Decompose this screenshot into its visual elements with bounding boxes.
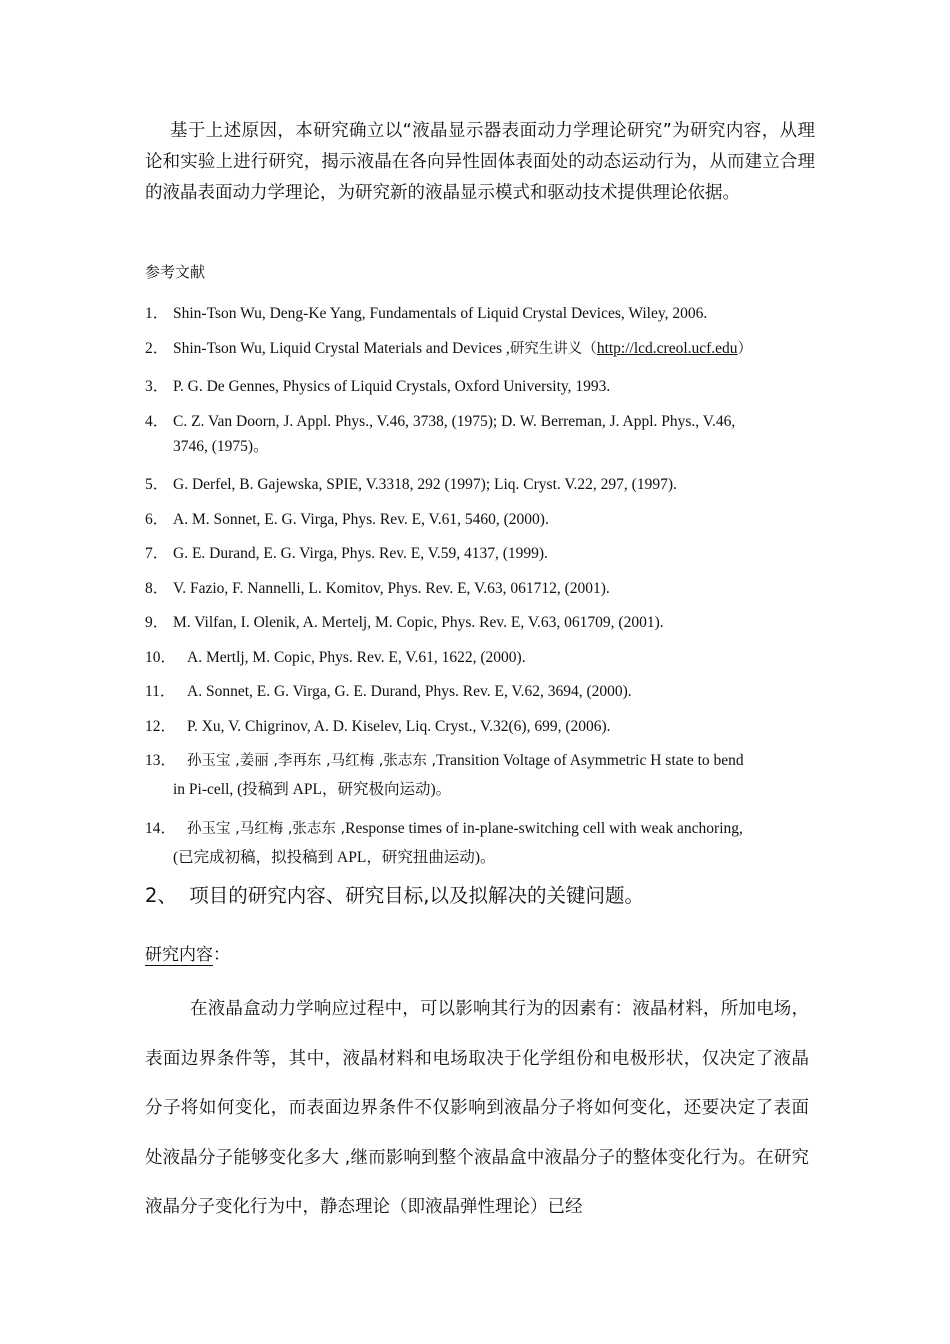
reference-item-5 [145, 472, 817, 497]
reference-number: 5． [145, 476, 169, 493]
reference-text-line-2: 3746, (1975)。 [173, 438, 269, 455]
reference-number: 9． [145, 614, 169, 631]
body-paragraph: 在液晶盒动力学响应过程中，可以影响其行为的因素有：液晶材料，所加电场，表面边界条件等，其中，液晶材料和电场取决于化学组份和电极形状，仅决定了液晶分子将如何变化，而表面边界条件不仅影响到液晶分子将如何变化，还要决定了表面处液晶分子能够变化多大 ,继而影响到整个液晶盒中液晶分子的整体变化行为。在研究液晶分子变化行为中，静态理论（即液晶弹性理论）已经 [145, 999, 809, 1217]
reference-item-14-continued [173, 845, 813, 870]
reference-text-cjk: 研究生讲义（ [509, 341, 597, 357]
reference-number: 2． [145, 340, 169, 357]
reference-item-9 [145, 610, 817, 635]
reference-text-line-2: (已完成初稿，拟投稿到 APL，研究扭曲运动)。 [173, 849, 496, 866]
reference-text: P. Xu, V. Chigrinov, A. D. Kiselev, Liq. Cryst., V.32(6), 699, (2006). [187, 718, 611, 735]
reference-text: G. E. Durand, E. G. Virga, Phys. Rev. E, V.59, 4137, (1999). [173, 545, 548, 562]
reference-text: M. Vilfan, I. Olenik, A. Mertelj, M. Copic, Phys. Rev. E, V.63, 061709, (2001). [173, 614, 664, 631]
reference-item-2 [145, 336, 817, 362]
reference-number: 7． [145, 545, 169, 562]
references-heading: 参考文献 [145, 263, 206, 281]
research-content-heading [145, 942, 230, 968]
reference-item-14 [145, 816, 817, 842]
reference-item-3 [145, 374, 817, 399]
reference-text: P. G. De Gennes, Physics of Liquid Crystals, Oxford University, 1993. [173, 378, 611, 395]
intro-paragraph: 基于上述原因，本研究确立以“液晶显示器表面动力学理论研究”为研究内容，从理论和实验上进行研究，揭示液晶在各向异性固体表面处的动态运动行为，从而建立合理的液晶表面动力学理论，为研究新的液晶显示模式和驱动技术提供理论依据。 [145, 121, 815, 203]
course-notes-link[interactable]: http://lcd.creol.ucf.edu [596, 340, 738, 357]
reference-title: Transition Voltage of Asymmetric H state to bend [436, 752, 744, 769]
reference-text: G. Derfel, B. Gajewska, SPIE, V.3318, 292 (1997); Liq. Cryst. V.22, 297, (1997). [173, 476, 677, 493]
reference-item-12 [145, 714, 817, 739]
reference-item-13-continued [173, 777, 813, 802]
reference-number: 12． [145, 718, 177, 735]
reference-text [173, 409, 817, 459]
reference-text-line-1: C. Z. Van Doorn, J. Appl. Phys., V.46, 3738, (1975); D. W. Berreman, J. Appl. Phys., V.46, [173, 413, 736, 430]
reference-item-11 [145, 679, 817, 704]
reference-text: A. Mertlj, M. Copic, Phys. Rev. E, V.61, 1622, (2000). [187, 649, 526, 666]
reference-text: A. M. Sonnet, E. G. Virga, Phys. Rev. E, V.61, 5460, (2000). [173, 511, 549, 528]
reference-item-7 [145, 541, 817, 566]
reference-text-tail: ） [737, 341, 753, 357]
reference-text: Shin-Tson Wu, Deng-Ke Yang, Fundamentals of Liquid Crystal Devices, Wiley, 2006. [173, 305, 708, 322]
reference-text [187, 748, 817, 774]
reference-number: 10． [145, 649, 177, 666]
section-heading: 2、 项目的研究内容、研究目标,以及拟解决的关键问题。 [145, 884, 645, 907]
reference-text-line-2: in Pi-cell, (投稿到 APL，研究极向运动)。 [173, 781, 452, 798]
reference-text: V. Fazio, F. Nannelli, L. Komitov, Phys. Rev. E, V.63, 061712, (2001). [173, 580, 610, 597]
reference-number: 11． [145, 683, 176, 700]
reference-text: A. Sonnet, E. G. Virga, G. E. Durand, Phys. Rev. E, V.62, 3694, (2000). [187, 683, 632, 700]
research-content-label: 研究内容 [145, 945, 213, 965]
reference-title: Response times of in-plane-switching cell with weak anchoring, [345, 820, 743, 837]
reference-number: 6． [145, 511, 169, 528]
reference-number: 1． [145, 305, 169, 322]
reference-item-4 [145, 409, 817, 459]
reference-text [173, 336, 817, 362]
reference-authors-cjk: 孙玉宝 ,姜丽 ,李再东 ,马红梅 ,张志东 , [187, 753, 437, 769]
reference-item-1 [145, 301, 817, 326]
reference-text-latin: Shin-Tson Wu, Liquid Crystal Materials and Devices , [173, 340, 510, 357]
reference-number: 3． [145, 378, 169, 395]
reference-number: 14． [145, 820, 177, 837]
reference-number: 13． [145, 752, 177, 769]
reference-item-8 [145, 576, 817, 601]
research-content-colon: ： [213, 945, 230, 965]
reference-number: 8． [145, 580, 169, 597]
reference-text [187, 816, 817, 842]
reference-number: 4． [145, 413, 169, 430]
reference-item-6 [145, 507, 817, 532]
reference-authors-cjk: 孙玉宝 ,马红梅 ,张志东 , [187, 821, 346, 837]
reference-item-10 [145, 645, 817, 670]
reference-item-13 [145, 748, 817, 774]
